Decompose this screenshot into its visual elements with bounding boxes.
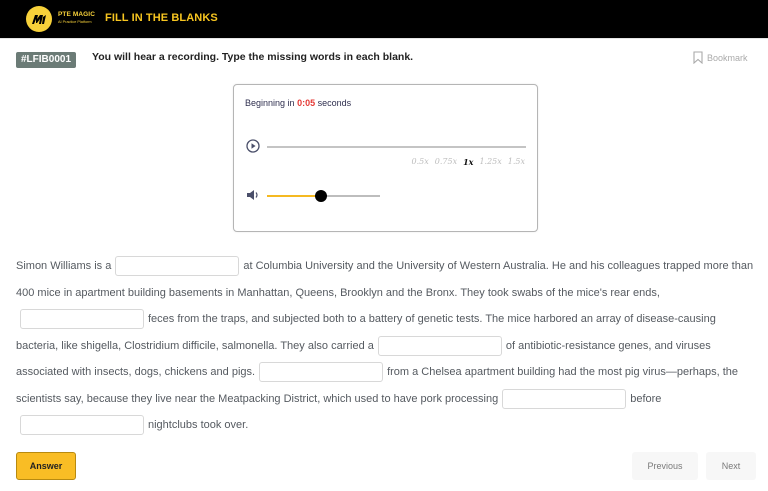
passage-segment: Simon Williams is a <box>16 260 112 272</box>
speed-option[interactable]: 0.75x <box>434 157 458 166</box>
audio-player <box>233 84 538 232</box>
countdown-suffix: seconds <box>317 98 352 108</box>
logo-icon <box>26 6 52 32</box>
page-title: FILL IN THE BLANKS <box>105 12 218 24</box>
blank-input-4[interactable] <box>259 362 383 382</box>
progress-bar[interactable] <box>267 146 526 148</box>
speed-option[interactable]: 1.5x <box>507 157 525 166</box>
passage-segment: before <box>630 392 662 405</box>
passage-segment: of antibiotic-resistance genes, and viruses associated with insects, dogs, chickens and pigs. <box>16 339 711 378</box>
bookmark-label: Bookmark <box>707 52 748 63</box>
blank-input-5[interactable] <box>502 389 626 409</box>
bookmark-button[interactable] <box>693 51 748 64</box>
passage-segment: feces from the traps, and subjected both to a battery of genetic tests. The mice harbored an array of disease-causing bacteria, like shigella, Clostridium difficile, salmonella. They also carried a <box>16 313 716 352</box>
next-button[interactable]: Next <box>706 452 756 480</box>
play-icon[interactable] <box>246 139 260 153</box>
speed-selector <box>412 157 525 167</box>
top-bar <box>0 0 768 38</box>
blank-input-2[interactable] <box>20 309 144 329</box>
instruction-text: You will hear a recording. Type the missing words in each blank. <box>92 51 414 63</box>
bookmark-icon <box>693 51 703 64</box>
passage-segment: at Columbia University and the University of Western Australia. He and his colleagues trapped more than 400 mice in apartment building basements in Manhattan, Queens, Brooklyn and the Bronx. They took swabs of the mice's rear ends, <box>16 260 754 299</box>
countdown-text <box>245 98 351 108</box>
brand-tagline: AI Practice Platform <box>58 20 92 24</box>
volume-icon[interactable] <box>246 189 260 201</box>
volume-fill <box>267 195 321 197</box>
volume-slider[interactable] <box>267 195 380 197</box>
question-id-badge: #LFIB0001 <box>16 52 76 68</box>
volume-knob[interactable] <box>315 190 327 202</box>
blank-input-1[interactable] <box>115 256 239 276</box>
speed-option-active[interactable]: 1x <box>463 157 474 167</box>
passage-segment: nightclubs took over. <box>148 419 249 431</box>
header-divider <box>0 38 768 39</box>
countdown-time: 0:05 <box>297 98 316 108</box>
speed-option[interactable]: 0.5x <box>411 157 429 166</box>
brand-name: PTE MAGIC <box>58 11 96 18</box>
blank-input-3[interactable] <box>378 336 502 356</box>
answer-button[interactable]: Answer <box>16 452 76 480</box>
countdown-prefix: Beginning in <box>245 98 295 108</box>
blank-input-6[interactable] <box>20 415 144 435</box>
speed-option[interactable]: 1.25x <box>479 157 502 166</box>
passage-segment: from a Chelsea apartment building had the most pig virus—perhaps, the scientists say, because they live near the Meatpacking District, which used to have pork processing <box>16 366 739 405</box>
passage-text <box>16 253 756 439</box>
previous-button[interactable]: Previous <box>632 452 698 480</box>
